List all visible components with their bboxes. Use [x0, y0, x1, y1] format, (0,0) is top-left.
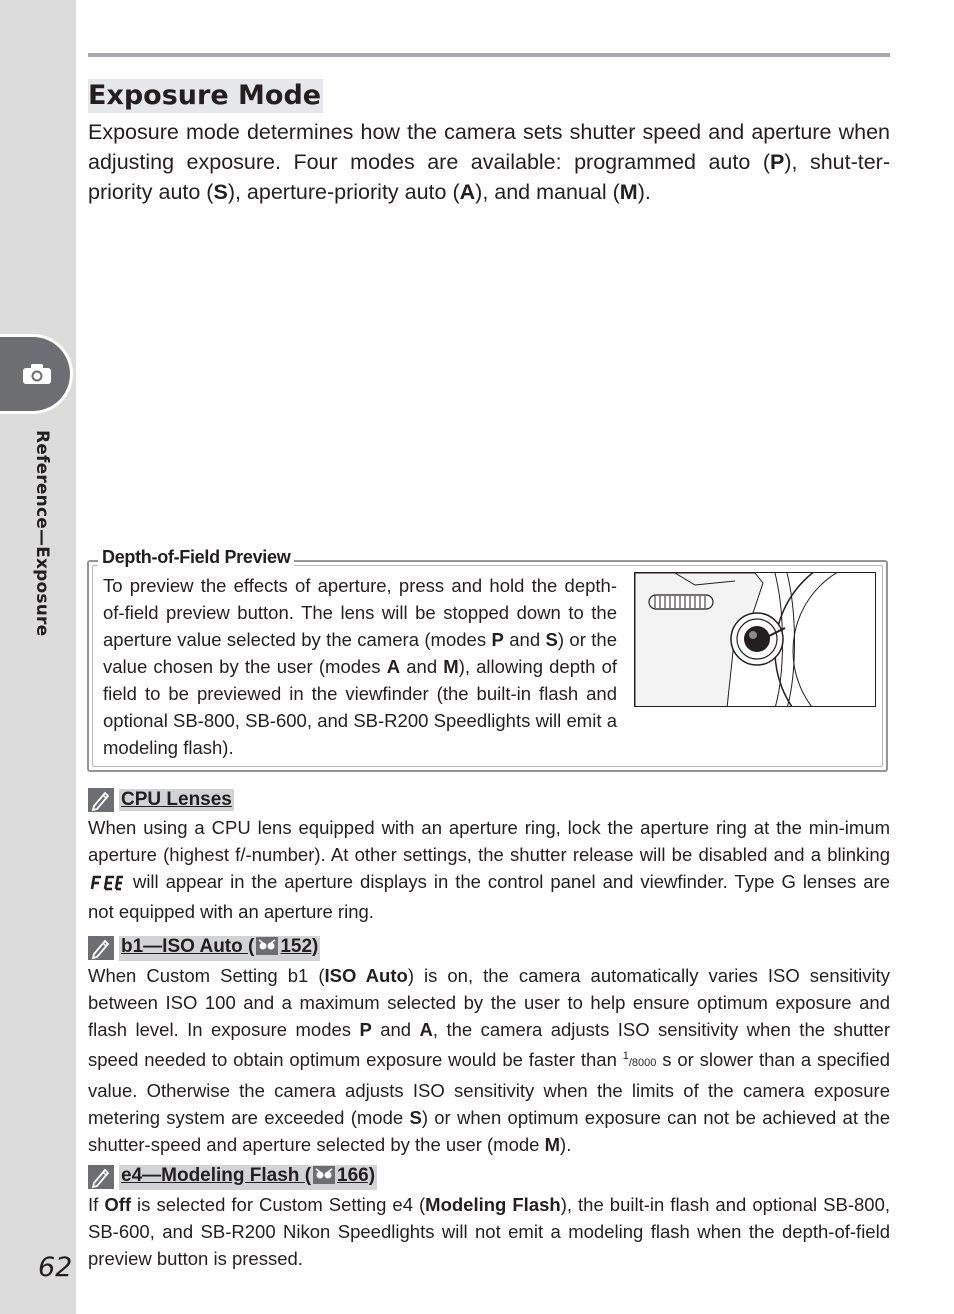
dof-mode-a: A — [386, 656, 401, 677]
iso-auto-heading — [88, 936, 320, 960]
mode-s: S — [213, 180, 228, 204]
cpu-lenses-text — [88, 814, 890, 925]
page-number: 62 — [38, 1252, 73, 1283]
fee-display-icon — [90, 871, 124, 898]
cpu-lenses-title[interactable]: CPU Lenses — [121, 789, 232, 810]
dof-mode-m: M — [443, 656, 459, 677]
pencil-note-icon — [88, 936, 114, 960]
iso-text-part: and — [371, 1019, 420, 1040]
section-label: Reference—Exposure — [32, 430, 52, 637]
dof-button-illustration — [634, 572, 876, 707]
iso-text-part: ). — [560, 1134, 572, 1156]
off-setting: Off — [104, 1194, 132, 1215]
modeling-flash-title[interactable] — [119, 1165, 377, 1190]
fraction-denominator: 8000 — [631, 1057, 657, 1070]
fraction-numerator: 1 — [622, 1050, 629, 1062]
iso-auto-text: When Custom Setting b1 (ISO Auto) is on, the camera automatically varies ISO sensitivity between ISO 100 and a maximum selected by the user to help ensure optimum exposure and flash level. In exposure modes P and A, the camera adjusts ISO sensitivity when the shutter speed needed to obtain optimum exposure would be faster than $^1$/8000 s or slower than a specified value. Otherwise the camera adjusts ISO sensitivity when the limits of the camera exposure metering system are exceeded (mode S) or when optimum exposure can not be achieved at the shutter-speed and aperture selected by the user (mode M). — [88, 965, 890, 1156]
modeling-flash-heading — [88, 1165, 377, 1189]
iso-auto-title[interactable] — [119, 936, 320, 961]
pencil-note-icon — [88, 1165, 114, 1189]
modeling-flash-setting: Modeling Flash — [425, 1194, 561, 1215]
cpu-text-part: When using a CPU lens equipped with an aperture ring, lock the aperture ring at the min-imum aperture (highest f/-number). At other settings, the shutter release will be disabled and a blinking — [88, 817, 890, 865]
iso-mode-s: S — [409, 1107, 422, 1129]
intro-text: ), shut-ter-priority auto ( — [88, 150, 891, 204]
dof-title: Depth-of-Field Preview — [98, 546, 294, 568]
intro-paragraph — [88, 117, 890, 207]
iso-auto-page-ref: 152) — [280, 935, 319, 957]
dof-text-part: To preview the effects of aperture, press and hold the depth-of-field preview button. The lens will be stopped down to the aperture value selected by the camera (modes — [103, 575, 617, 650]
mode-a: A — [459, 180, 476, 204]
modeling-flash-page-ref: 166) — [337, 1164, 376, 1186]
iso-text-part: ) or when optimum exposure can not be achieved at the shutter-speed and aperture selected by the user (mode — [88, 1107, 890, 1156]
camera-icon — [22, 363, 52, 385]
iso-mode-m: M — [544, 1134, 561, 1156]
dof-text-part: ), allowing depth of field to be previewed in the viewfinder (the built-in flash and optional SB-800, SB-600, and SB-R200 Speedlights will emit a modeling flash). — [103, 656, 618, 758]
dof-mode-p: P — [491, 629, 504, 650]
top-rule — [88, 53, 890, 57]
iso-auto-title-text: b1—ISO Auto ( — [121, 935, 255, 957]
iso-mode-a: A — [419, 1019, 433, 1040]
mode-p: P — [769, 150, 785, 174]
page-reference-icon — [256, 937, 278, 961]
iso-text-part: s or slower than a specified value. Otherwise the camera adjusts ISO sensitivity when the limits of the camera exposure metering system are exceeded (mode — [88, 1049, 890, 1129]
sidebar — [0, 0, 76, 1314]
intro-text: Exposure mode determines how the camera sets shutter speed and aperture when adjusting exposure. Four modes are available: programmed auto ( — [88, 120, 890, 174]
iso-auto-setting: ISO Auto — [324, 965, 408, 986]
iso-mode-p: P — [359, 1019, 372, 1040]
dof-text-part: and — [503, 629, 546, 650]
intro-text: ). — [637, 180, 651, 204]
iso-text-part: When Custom Setting b1 ( — [88, 965, 325, 986]
section-tab[interactable] — [0, 337, 70, 411]
cpu-text-part: will appear in the aperture displays in the control panel and viewfinder. Type G lenses are not equipped with an aperture ring. — [88, 871, 890, 922]
e4-text-part: ), the built-in flash and optional SB-800, SB-600, and SB-R200 Nikon Speedlights will not emit a modeling flash when the depth-of-field preview button is pressed. — [88, 1194, 890, 1269]
mode-m: M — [619, 180, 638, 204]
iso-text-part: , the camera adjusts ISO sensitivity when the shutter speed needed to obtain optimum exposure would be faster than — [88, 1019, 890, 1071]
pencil-note-icon — [88, 788, 114, 812]
e4-text-part: is selected for Custom Setting e4 ( — [131, 1194, 426, 1215]
intro-text: ), aperture-priority auto ( — [227, 180, 460, 204]
intro-text: ), and manual ( — [475, 180, 620, 204]
dof-text-part: ) or the value chosen by the user (modes — [103, 629, 617, 677]
e4-text-part: If — [88, 1194, 105, 1215]
page-reference-icon — [313, 1166, 335, 1190]
dof-text-part: and — [400, 656, 444, 677]
modeling-flash-title-text: e4—Modeling Flash ( — [121, 1164, 312, 1186]
modeling-flash-text — [88, 1191, 890, 1272]
page-title: Exposure Mode — [88, 80, 322, 111]
dof-mode-s: S — [545, 629, 558, 650]
cpu-lenses-heading — [88, 788, 234, 812]
iso-text-part: ) is on, the camera automatically varies ISO sensitivity between ISO 100 and a maximum selected by the user to help ensure optimum exposure and flash level. In exposure modes — [88, 965, 890, 1040]
dof-text — [103, 572, 617, 761]
